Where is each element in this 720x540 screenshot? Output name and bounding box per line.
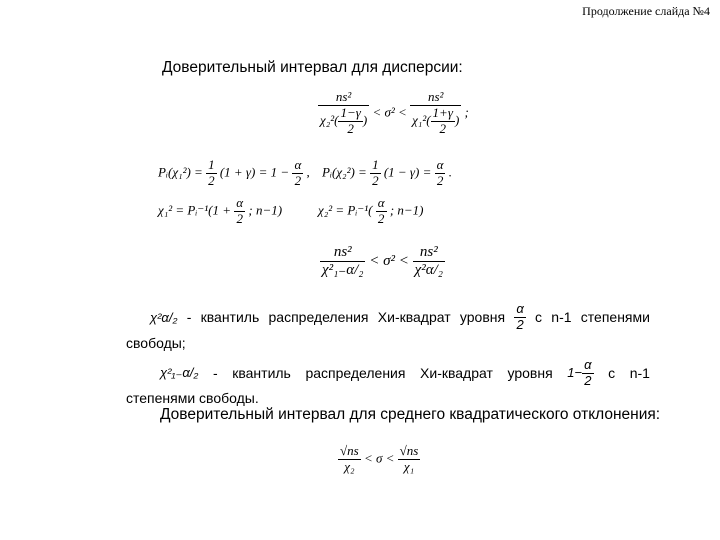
quantile-symbol: χ²₁₋α/₂ <box>160 365 199 381</box>
probability-formula-1: Pᵢ(χ₁²) = $\frac{1}{2}$ (1 + γ) = 1 − $\frac{\alpha}{2}$ , <box>158 157 310 188</box>
std-ci-heading: Доверительный интервал для среднего квадратического отклонения: <box>160 406 661 423</box>
std-ci-formula: $\frac{√ns}{\text{χ₂}}$ < σ < $\frac{√ns}{\text{χ₁}}$ <box>340 443 419 474</box>
quantile-description-1-line2: свободы; <box>126 335 186 351</box>
variance-ci-alpha-formula: $\frac{\text{ns²}}{\text{χ²₁₋α/₂}}$ < σ² < $\frac{\text{ns²}}{\text{χ²α/₂}}$ <box>322 244 443 279</box>
formula-fraction-right: ns² χ₁²( $\frac{1+\gamma}{2}$ ) <box>412 89 460 136</box>
quantile-chi1-formula: χ₁² = Pᵢ⁻¹(1 + $\frac{\alpha}{2}$ ; n−1) <box>158 195 283 226</box>
quantile-description-2-line2: степенями свободы. <box>126 390 259 406</box>
quantile-chi2-formula: χ₂² = Pᵢ⁻¹( $\frac{\alpha}{2}$ ; n−1) <box>318 195 424 226</box>
quantile-symbol: χ²α/₂ <box>150 309 178 325</box>
slide-continuation-label: Продолжение слайда №4 <box>582 4 710 18</box>
formula-middle: < σ² < <box>372 104 407 120</box>
variance-ci-formula: ns² χ₂²( $\frac{1-\gamma}{2}$ ) < σ² < ns² χ₁²( $\frac{1+\gamma}{2}$ ) ; <box>320 89 469 136</box>
probability-formula-2: Pᵢ(χ₂²) = $\frac{1}{2}$ (1 − γ) = $\frac{\alpha}{2}$ . <box>322 157 452 188</box>
formula-fraction-left: ns² χ₂²( $\frac{1-\gamma}{2}$ ) <box>320 89 368 136</box>
quantile-description-2: χ²₁₋α/₂ - квантиль распределения Хи-квадрат уровня 1− $\frac{\alpha}{2}$ с n-1 <box>160 357 650 388</box>
quantile-description-1: χ²α/₂ - квантиль распределения Хи-квадрат уровня $\frac{\alpha}{2}$ с n-1 степенями <box>150 301 650 332</box>
variance-ci-heading: Доверительный интервал для дисперсии: <box>162 59 463 76</box>
